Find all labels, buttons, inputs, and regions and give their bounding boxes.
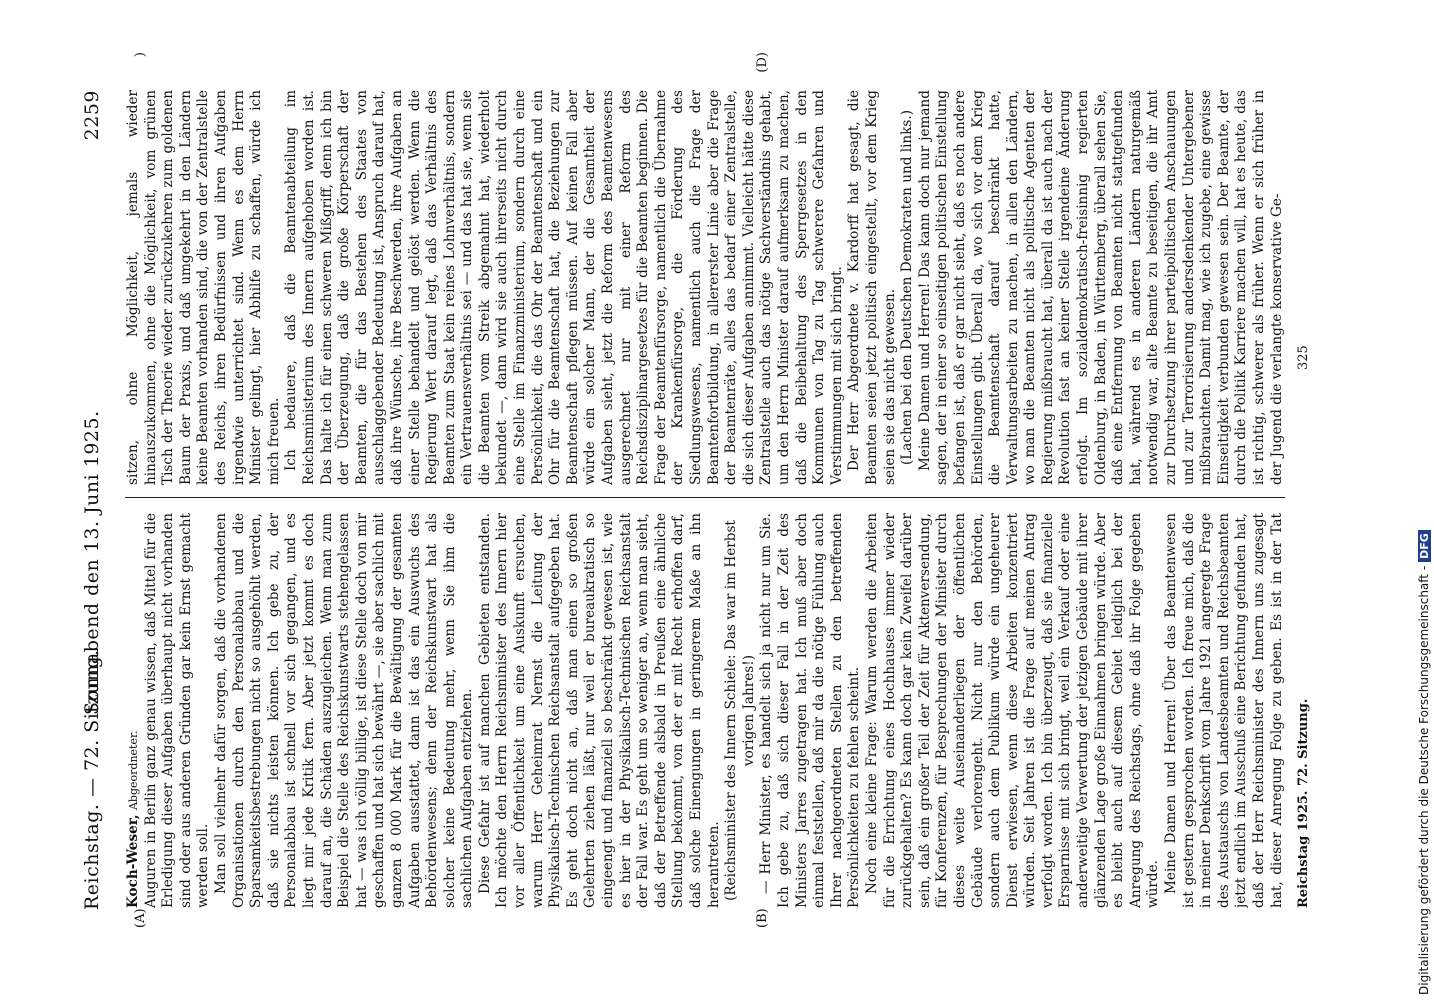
margin-marker-d: (D) [755,52,770,73]
right-column [125,90,1285,485]
column-divider [125,497,1285,498]
paragraph: Meine Damen und Herren! Das kann doch nur jemand sagen, der in einer so einseitigen politischen Einstellung befangen ist, daß er gar nicht sieht, daß es noch andere Einstellungen gibt. Überall da, wo sich vor dem Krieg die Beamtenschaft darauf beschränkt hatte, Verwaltungsarbeiten zu machen, in allen den Ländern, wo man die Beamten nicht als politische Agenten der Regierung mißbraucht hat, überall da ist auch nach der Revolution fast an keiner Stelle irgendeine Änderung erfolgt. Im sozialdemokratisch-freisinnig regierten Oldenburg, in Baden, in Württemberg, überall sehen Sie, daß eine Entfernung von Beamten nicht stattgefunden hat, während es in anderen Ländern naturgemäß notwendig war, alte Beamte zu beseitigen, die ihr Amt zur Durchsetzung ihrer parteipolitischen Anschauungen und zur Terrorisierung andersdenkender Untergebener mißbrauchten. Damit mag, wie ich zugebe, eine gewisse Einseitigkeit verbunden gewesen sein. Der Beamte, der durch die Politik Karriere machen will, hat es heute, das ist richtig, schwerer als früher. Wenn er sich früher in der Jugend die verlangte konservative Ge- [916,90,1285,485]
speaker-role: Abgeordneter. [127,730,140,811]
paragraph: Man soll vielmehr dafür sorgen, daß die vorhandenen Organisationen durch den Personalabbau und die Sparsamkeitsbestrebungen nicht so ausgehöhlt werden, daß sie nichts leisten können. Ich gebe zu, der Personalabbau ist schnell vor sich gegangen, und es liegt mir jede Kritik fern. Aber jetzt kommt es doch darauf an, die Schäden auszugleichen. Wenn man zum Beispiel die Stelle des Reichskunstwarts stehengelassen hat — was ich völlig billige, ist diese Stelle doch von mir geschaffen und hat sich bewährt —, sie aber sachlich mit ganzen 8 000 Mark für die Bewältigung der gesamten Aufgaben ausstattet, dann ist das ein Auswuchs des Behördenwesens; denn der Reichskunstwart hat als solcher keine Bedeutung mehr, wenn Sie ihm die sachlichen Aufgaben entziehen. [212,513,476,908]
paragraph: Der Herr Abgeordnete v. Kardorff hat gesagt, die Beamten seien jetzt politisch eingestellt, vor dem Krieg seien sie das nicht gewesen. [846,90,898,485]
speaker-name: Koch-Weser, [125,814,141,908]
header-date: Sonnabend den 13. Juni 1925. [81,410,103,715]
left-column [125,513,1285,908]
margin-marker-a: (A) [133,908,148,928]
paragraph: — Herr Minister, es handelt sich ja nicht nur um Sie. Ich gebe zu, daß sich dieser Fall in der Zeit des Ministers Jarres zugetragen hat. Ich muß aber doch einmal feststellen, daß mir da die nötige Fühlung auch Ihrer nachgeordneten Stellen zu den betreffenden Persönlichkeiten zu fehlen scheint. [758,513,863,908]
margin-marker-b: (B) [755,908,770,928]
paragraph: Diese Gefahr ist auf manchen Gebieten entstanden. Ich möchte den Herrn Reichsminister des Innern hier vor aller Öffentlichkeit um eine Auskunft ersuchen, warum Herr Geheimrat Nernst die Leitung der Physikalisch-Technischen Reichsanstalt aufgegeben hat. Es geht doch nicht an, daß man einen so großen Gelehrten ziehen läßt, nur weil er bureaukratisch so eingeengt und finanziell so beschränkt gewesen ist, wie es hier in der Physikalisch-Technischen Reichsanstalt der Fall war. Es geht um so weniger an, wenn man sieht, daß der Betreffende alsbald in Preußen eine ähnliche Stellung bekommt, von der er mit Recht erhoffen darf, daß solche Einengungen in geringerem Maße an ihn herantreten. [476,513,722,908]
paragraph: Auguren in Berlin ganz genau wissen, daß Mittel für die Erledigung dieser Aufgaben überhaupt nicht vorhanden sind oder aus anderen Gründen gar kein Ernst gemacht werden soll. [142,513,212,908]
dfg-logo: DFG [1418,530,1431,562]
paragraph: sitzen, ohne Möglichkeit, jemals wieder hinauszukommen, ohne die Möglichkeit, vom grünen Tisch der Theorie wieder zurückzukehren zum goldenen Baum der Praxis, und daß umgekehrt in den Ländern keine Beamten vorhanden sind, die von der Zentralstelle des Reichs, ihren Bedürfnissen und ihren Aufgaben irgendwie unterrichtet sind. Wenn es dem Herrn Minister gelingt, hier Abhilfe zu schaffen, würde ich mich freuen. [125,90,282,485]
credit-text: Digitalisierung gefördert durch die Deutsche Forschungsgemeinschaft - [1417,565,1431,995]
sheet-signature: 325 [1296,345,1311,370]
paragraph: Meine Damen und Herren! Über das Beamtenwesen ist gestern gesprochen worden. Ich freue mich, daß die in meiner Denkschrift vom Jahre 1921 angeregte Frage des Austauschs von Landesbeamten und Reichsbeamten jetzt endlich im Ausschuß eine Berichtung gefunden hat, daß der Herr Reichsminister des Innern uns zugesagt hat, dieser Anregung Folge zu geben. Es ist in der Tat [1163,513,1285,908]
margin-marker-c: ) [133,52,148,58]
paragraph: Noch eine kleine Frage: Warum werden die Arbeiten für die Errichtung eines Hochhauses immer wieder zurückgehalten? Es kann doch gar kein Zweifel darüber sein, daß ein großer Teil der Zeit für Aktenversendung, für Konferenzen, für Besprechungen der Minister durch dieses weite Auseinanderliegen der öffentlichen Gebäude verlorengeht. Nicht nur den Behörden, sondern auch dem Publikum würde ein ungeheurer Dienst erwiesen, wenn diese Arbeiten konzentriert würden. Seit Jahren ist die Frage auf meinen Antrag verfolgt worden. Ich bin überzeugt, daß sie finanzielle Ersparnisse mit sich bringt, weil ein Verkauf oder eine anderweitige Verwertung der jetzigen Gebäude mit ihrer glänzenden Lage große Einnahmen bringen würde. Aber es bleibt auch auf diesem Gebiet lediglich bei der Anregung des Reichstags, ohne daß ihr Folge gegeben würde. [863,513,1162,908]
page-number: 2259 [81,90,103,141]
interjection: (Reichsminister des Innern Schiele: Das war im Herbst vorigen Jahres!) [723,520,757,901]
speaker-line [125,513,143,908]
page-header [75,70,115,930]
newspaper-page [75,52,1325,930]
footer-session: Reichstag 1925. 72. Sitzung. [1296,698,1311,908]
header-session: Reichstag. — 72. Sitzung. [81,649,103,910]
paragraph: Ich bedauere, daß die Beamtenabteilung im Reichsministerium des Innern aufgehoben worden ist. Das halte ich für einen schweren Mißgriff, denn ich bin der Überzeugung, daß die große Körperschaft der Beamten, die für das Bestehen des Staates von ausschlaggebender Bedeutung ist, Anspruch darauf hat, daß ihre Wünsche, ihre Beschwerden, ihre Aufgaben an einer Stelle behandelt und gelöst werden. Wenn die Regierung Wert darauf legt, daß das Verhältnis des Beamten zum Staat kein reines Lohnverhältnis, sondern ein Vertrauensverhältnis sei — und das hat sie, wenn sie die Beamten vom Streik abgemahnt hat, wiederholt bekundet —, dann wird sie auch ihrerseits nicht durch eine Stelle im Finanzministerium, sondern durch eine Persönlichkeit, die das Ohr der Beamtenschaft und ein Ohr für die Beamtenschaft hat, die Beziehungen zur Beamtenschaft pflegen müssen. Auf keinen Fall aber würde ein solcher Mann, der die Gesamtheit der Aufgaben sieht, jetzt die Reform des Beamtenwesens ausgerechnet nur mit einer Reform des Reichsdisziplinargesetzes für die Beamten beginnen. Die Frage der Beamtenfürsorge, namentlich die Übernahme der Krankenfürsorge, die Förderung des Siedlungswesens, namentlich auch die Frage der Beamtenfortbildung, in allererster Linie aber die Frage der Beamtenräte, alles das bedarf einer Zentralstelle, die sich dieser Aufgaben annimmt. Vielleicht hätte diese Zentralstelle auch das nötige Sachverständnis gehabt, um den Herrn Minister darauf aufmerksam zu machen, daß die Beibehaltung des Sperrgesetzes in den Kommunen von Tag zu Tag schwerere Gefahren und Verstimmungen mit sich bringt. [283,90,845,485]
interjection: (Lachen bei den Deutschen Demokraten und links.) [899,109,916,466]
digitization-credit [1417,35,1434,995]
